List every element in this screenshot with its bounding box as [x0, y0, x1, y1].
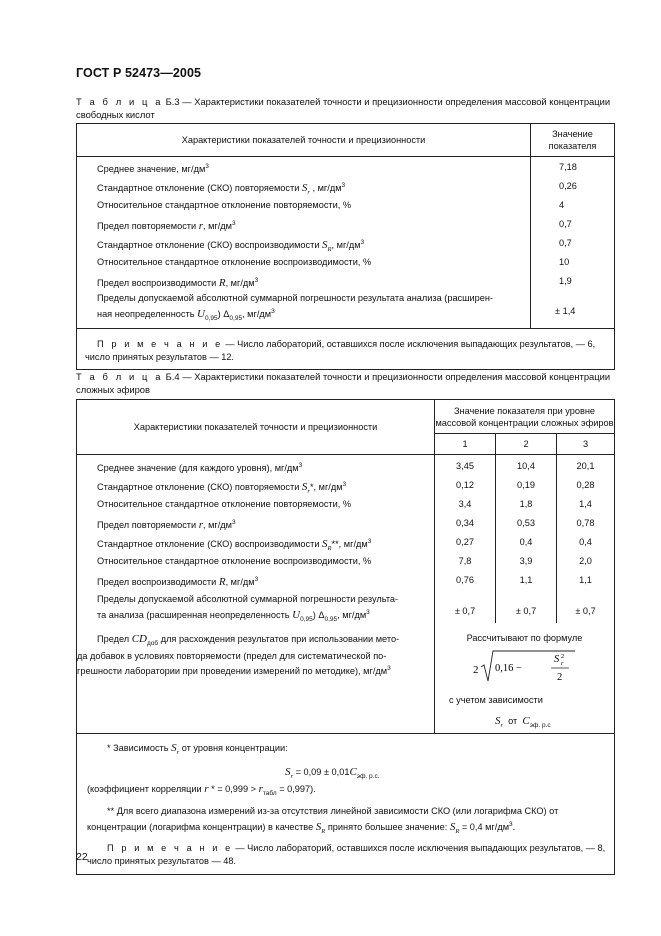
table-row: Среднее значение, $мг/дм^3$: [97, 163, 209, 175]
table-b4-col-3: [557, 455, 615, 624]
table-cell: 0,27: [456, 537, 474, 547]
table-cell: 0,53: [517, 518, 535, 528]
table-row: Относительное стандартное отклонение повторяемости, %: [97, 499, 352, 509]
table-cell: 1,1: [519, 575, 533, 585]
table-row: Предел повторяемости r, $мг/дм^3$: [97, 519, 236, 532]
formula-title: Рассчитывают по формуле: [466, 633, 583, 643]
table-row: Стандартное отклонение (СКО) повторяемости $S_r*$, $мг/дм^3$: [97, 481, 347, 496]
table-row: Пределы допускаемой абсолютной суммарной погрешности результа- та анализа (расширенная неопределенность $U_{0,95}$) $\Delta_{0,95}$, $мг/дм^3$: [97, 594, 399, 623]
table-b3-caption: Т а б л и ц а Б.3 — Характеристики показателей точности и прецизионности определения массовой концентрации свободных кислот: [76, 96, 611, 120]
table-b3-values: [531, 157, 615, 329]
svg-text:2: 2: [561, 653, 565, 660]
table-b4-level-2: 2: [496, 434, 557, 455]
table-cell: 10,4: [517, 461, 535, 471]
svg-text:2: 2: [557, 672, 563, 683]
table-row: Стандартное отклонение (СКО) повторяемости $S_r$ , $мг/дм^3$: [97, 182, 346, 197]
table-b4-formula-cell: [435, 623, 615, 734]
table-b4-col-2: [496, 455, 557, 624]
document-header: ГОСТ Р 52473—2005: [76, 66, 202, 80]
table-cell: 0,26: [559, 181, 577, 191]
table-cell: 1,9: [559, 276, 572, 286]
table-row: Предел повторяемости r, $мг/дм^3$: [97, 220, 236, 233]
table-cell: 0,7: [559, 238, 572, 248]
table-cell: 0,12: [456, 480, 474, 490]
table-row: Среднее значение (для каждого уровня), $мг/дм^3$: [97, 462, 303, 474]
table-b3-note: П р и м е ч а н и е — Число лабораторий, оставшихся после исключения выпадающих результатов, — 6, число принятых результатов — 12.: [77, 329, 615, 370]
svg-text:2: 2: [473, 664, 479, 676]
table-row: Стандартное отклонение (СКО) воспроизводимости $S_R$, $мг/дм^3$: [97, 239, 365, 254]
table-cell: 1,8: [519, 499, 533, 509]
table-cell: 0,4: [579, 537, 592, 547]
table-row: Относительное стандартное отклонение повторяемости, %: [97, 200, 352, 210]
page-number: 22: [76, 851, 88, 863]
table-cell: 0,4: [519, 537, 533, 547]
table-cell: 0,28: [576, 480, 595, 490]
table-b4-level-1: 1: [435, 434, 496, 455]
table-cell: 10: [559, 257, 570, 267]
table-cell: 0,19: [517, 480, 535, 490]
table-row: Относительное стандартное отклонение воспроизводимости, %: [97, 257, 372, 267]
table-cell: 3,9: [519, 556, 533, 566]
table-b3: [76, 123, 615, 370]
table-b4-caption: Т а б л и ц а Б.4 — Характеристики показателей точности и прецизионности определения массовой концентрации сложных эфиров: [76, 371, 611, 395]
table-cell: 0,76: [456, 575, 474, 585]
sqrt-formula: [471, 647, 581, 687]
table-b4-header-characteristics: Характеристики показателей точности и прецизионности: [77, 400, 435, 455]
table-cell: 7,18: [559, 162, 577, 172]
table-cell: 3,45: [456, 461, 474, 471]
table-cell: ± 1,4: [555, 306, 576, 316]
table-cell: 0,78: [576, 518, 595, 528]
table-cell: 0,34: [456, 518, 474, 528]
table-cell: 20,1: [576, 461, 595, 471]
svg-text:S: S: [554, 654, 560, 665]
table-row: Предел воспроизводимости R, $мг/дм^3$: [97, 277, 259, 290]
table-b3-labels: [77, 157, 531, 329]
dependence-formula: $S_r$ от $C_{эф. р.с}$: [495, 715, 551, 730]
table-row: Предел воспроизводимости R, $мг/дм^3$: [97, 576, 259, 589]
table-cell: 4: [559, 200, 565, 210]
table-cell: ± 0,7: [515, 606, 537, 616]
table-row: Пределы допускаемой абсолютной суммарной погрешности результата анализа (расширен- ная неопределенность $U_{0,95}$) $\Delta_{0,95}$, $мг/дм^3$: [97, 293, 493, 322]
table-cell: 2,0: [579, 556, 592, 566]
table-cell: ± 0,7: [575, 606, 596, 616]
table-cell: 3,4: [458, 499, 472, 509]
table-b4-level-3: 3: [557, 434, 615, 455]
table-b4-cd-row: Предел $CD_{доб}$ для расхождения результатов при использовании мето- да добавок в условиях повторяемости (предел для систематической по- грешности лаборатории при проведении измерений по методике), $мг/дм^3$: [77, 623, 435, 734]
table-row: Стандартное отклонение (СКО) воспроизводимости $S_R**$, $мг/дм^3$: [97, 538, 372, 553]
table-cell: 1,1: [579, 575, 592, 585]
table-row: Относительное стандартное отклонение воспроизводимости, %: [97, 556, 372, 566]
table-cell: 7,8: [458, 556, 472, 566]
table-b4: [76, 399, 615, 875]
table-b3-header-value: Значение показателя: [531, 124, 615, 157]
table-cell: 0,7: [559, 219, 572, 229]
table-b4-footnotes: * Зависимость $S_r$ от уровня концентрации: $S_r = 0,09 \pm 0,01C_{эф. р.с.}$ (коэффициент корреляции r * = $0,999 > r_{табл} = 0,997$). ** Для всего диапазона измерений из-за отсутствия линейной зависимости СКО (или логарифма СКО) от концентрации (логарифма концентрации) в качестве $S_R$ принято большее значение: $S_R = 0,4$ $мг/дм^3$. П р и м е ч а н и е — Число лабораторий, оставшихся после исключения выпадающих результатов, — 8, число принятых результатов — 48.: [77, 734, 615, 875]
table-b4-header-value: Значение показателя при уровне массовой концентрации сложных эфиров: [435, 400, 615, 434]
svg-text:r: r: [561, 660, 564, 667]
with-dependence: с учетом зависимости: [449, 695, 543, 705]
table-b3-header-characteristics: Характеристики показателей точности и прецизионности: [77, 124, 531, 157]
formula-inner: 0,16 −: [495, 663, 522, 674]
table-cell: ± 0,7: [454, 606, 476, 616]
table-b4-labels: [77, 455, 435, 624]
table-b4-col-1: [435, 455, 496, 624]
table-cell: 1,4: [579, 499, 592, 509]
